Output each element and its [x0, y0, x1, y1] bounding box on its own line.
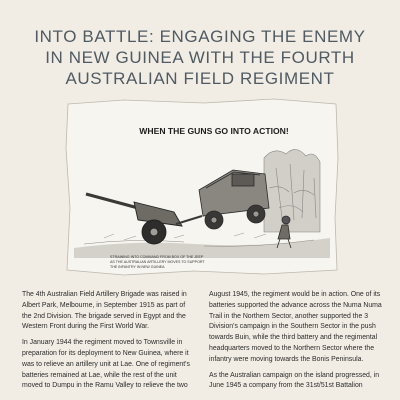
- page-title: [14, 26, 386, 89]
- title-line-2: IN NEW GUINEA WITH THE FOURTH: [45, 48, 355, 67]
- jungle-foliage: [264, 149, 320, 232]
- title-line-1: INTO BATTLE: ENGAGING THE ENEMY: [34, 27, 366, 46]
- paragraph: As the Australian campaign on the island progressed, in June 1945 a company from the 31st/51st Battalion: [209, 371, 380, 390]
- article-column-right: [209, 290, 382, 400]
- sketch-caption-line-2: AS THE AUSTRALIAN ARTILLERY MOVES TO SUPPORT: [110, 260, 205, 264]
- paragraph: The 4th Australian Field Artillery Brigade was raised in Albert Park, Melbourne, in September 1915 as part of the 2nd Division. The brigade served in Egypt and the Western Front during the First World War.: [22, 291, 187, 331]
- wartime-sketch-illustration: [64, 98, 340, 276]
- paragraph: In January 1944 the regiment moved to Townsville in preparation for its deployment to New Guinea, where it was to relieve an artillery unit at Lae. One of regiment's batteries remained at Lae, while the rest of the unit moved to Dumpu in the Ramu Valley to relieve the two: [22, 339, 190, 390]
- sketch-heading: WHEN THE GUNS GO INTO ACTION!: [139, 126, 289, 136]
- sketch-caption-line-1: STRAINING INTO COMMAND FROM BOX OF THE JEEP: [110, 255, 204, 259]
- paragraph: August 1945, the regiment would be in action. One of its batteries supported the advance across the Numa Numa Trail in the Northern Sector, another supported the 3 Division's campaign in the Southern Sector in the push towards Buin, while the third battery and the regimental headquarters moved to the Northern Sector where the infantry were moving towards the Bonis Peninsula.: [209, 291, 382, 363]
- title-line-3: AUSTRALIAN FIELD REGIMENT: [65, 69, 335, 88]
- article-column-left: [22, 290, 195, 400]
- sketch-caption-line-3: THE INFANTRY IN NEW GUINEA: [110, 265, 165, 269]
- article-body: [22, 290, 382, 400]
